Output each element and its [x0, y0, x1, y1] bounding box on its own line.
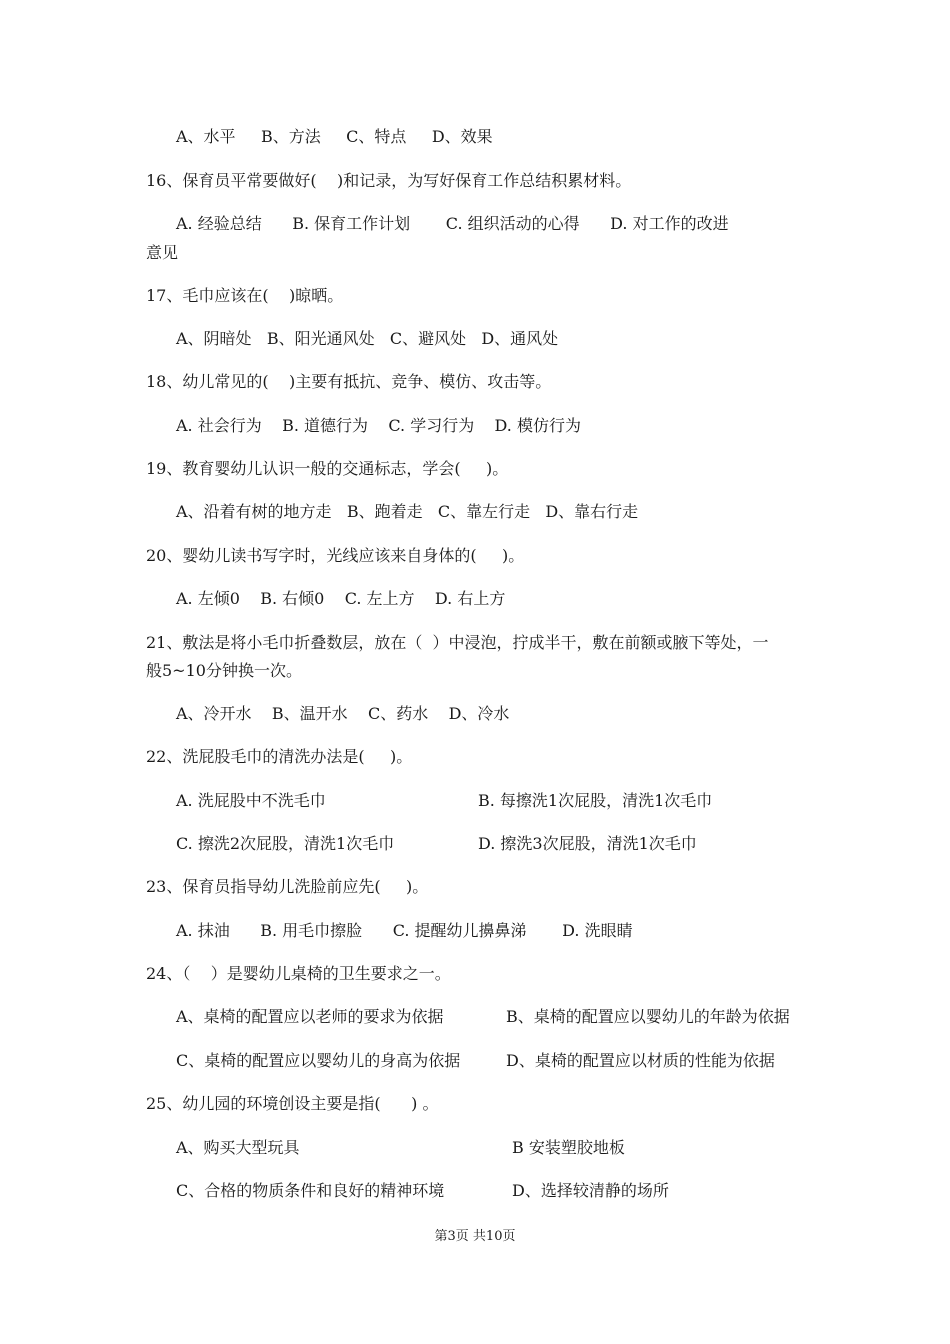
question-21-continued: 般5~10分钟换一次。: [146, 661, 302, 680]
q18-options: A. 社会行为 B. 道德行为 C. 学习行为 D. 模仿行为: [176, 416, 581, 435]
q25-option-c: C、合格的物质条件和良好的精神环境: [176, 1181, 445, 1200]
q24-option-b: B、桌椅的配置应以婴幼儿的年龄为依据: [506, 1007, 790, 1026]
q22-option-d: D. 擦洗3次屁股，清洗1次毛巾: [478, 834, 697, 853]
question-25: 25、幼儿园的环境创设主要是指( ) 。: [146, 1094, 439, 1113]
question-17: 17、毛巾应该在( )晾晒。: [146, 286, 344, 305]
question-19: 19、教育婴幼儿认识一般的交通标志，学会( )。: [146, 459, 509, 478]
q22-option-b: B. 每擦洗1次屁股，清洗1次毛巾: [478, 791, 713, 810]
q19-options: A、沿着有树的地方走 B、跑着走 C、靠左行走 D、靠右行走: [176, 502, 639, 521]
q20-options: A. 左倾0 B. 右倾0 C. 左上方 D. 右上方: [176, 589, 506, 608]
page-number-footer: 第3页 共10页: [434, 1229, 516, 1244]
q25-option-b: B 安装塑胶地板: [512, 1138, 625, 1157]
q25-option-d: D、选择较清静的场所: [512, 1181, 669, 1200]
question-20: 20、婴幼儿读书写字时，光线应该来自身体的( )。: [146, 546, 525, 565]
q15-options: A、水平 B、方法 C、特点 D、效果: [176, 127, 493, 146]
q22-option-c: C. 擦洗2次屁股，清洗1次毛巾: [176, 834, 395, 853]
q24-option-c: C、桌椅的配置应以婴幼儿的身高为依据: [176, 1051, 461, 1070]
q23-options: A. 抹油 B. 用毛巾擦脸 C. 提醒幼儿擤鼻涕 D. 洗眼睛: [176, 921, 633, 940]
question-24: 24、（ ）是婴幼儿桌椅的卫生要求之一。: [146, 964, 451, 983]
q17-options: A、阴暗处 B、阳光通风处 C、避风处 D、通风处: [176, 329, 559, 348]
question-18: 18、幼儿常见的( )主要有抵抗、竞争、模仿、攻击等。: [146, 372, 552, 391]
question-16: 16、保育员平常要做好( )和记录，为写好保育工作总结积累材料。: [146, 171, 632, 190]
question-22: 22、洗屁股毛巾的清洗办法是( )。: [146, 747, 413, 766]
q21-options: A、冷开水 B、温开水 C、药水 D、冷水: [176, 704, 510, 723]
q16-options: A. 经验总结 B. 保育工作计划 C. 组织活动的心得 D. 对工作的改进: [176, 214, 729, 233]
q25-option-a: A、购买大型玩具: [176, 1138, 300, 1157]
q24-option-a: A、桌椅的配置应以老师的要求为依据: [176, 1007, 444, 1026]
q22-option-a: A. 洗屁股中不洗毛巾: [176, 791, 326, 810]
q16-options-continued: 意见: [146, 243, 179, 262]
question-21: 21、敷法是将小毛巾折叠数层，放在（ ）中浸泡，拧成半干，敷在前额或腋下等处，一: [146, 633, 769, 652]
question-23: 23、保育员指导幼儿洗脸前应先( )。: [146, 877, 429, 896]
q24-option-d: D、桌椅的配置应以材质的性能为依据: [506, 1051, 775, 1070]
